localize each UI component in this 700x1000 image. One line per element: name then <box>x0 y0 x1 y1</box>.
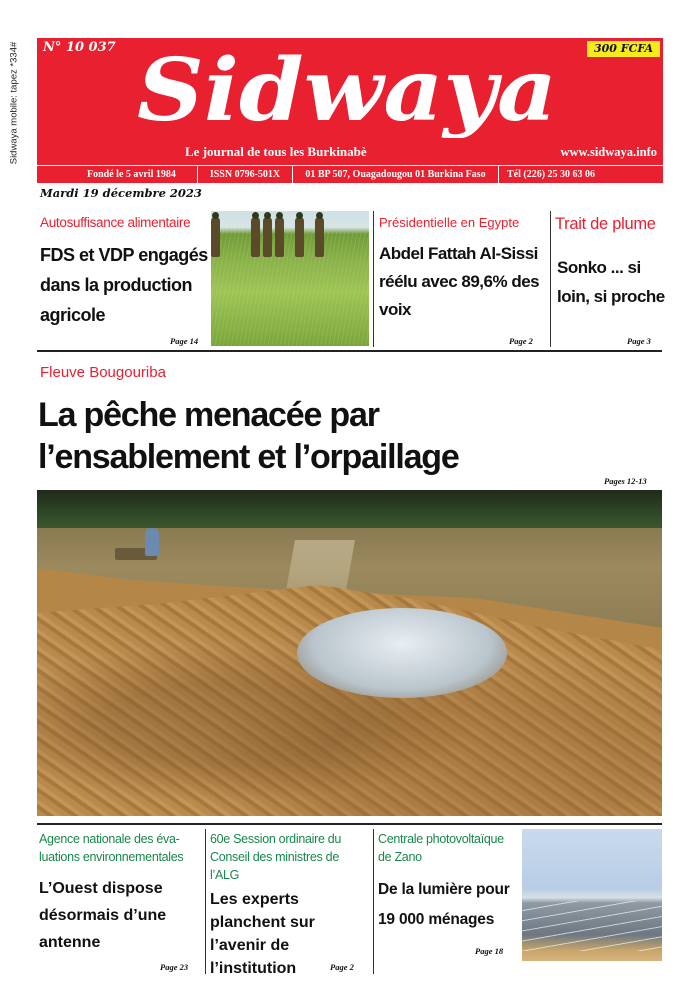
page-reference: Page 14 <box>170 336 199 346</box>
info-bar <box>37 165 663 183</box>
issn: ISSN 0796-501X <box>197 166 292 183</box>
story-kicker: Agence nationale des éva-luations environnementales <box>39 832 184 864</box>
issue-date: Mardi 19 décembre 2023 <box>40 186 202 200</box>
soldier-figure <box>295 217 304 257</box>
photo-river-mud-bank <box>37 490 662 816</box>
photo-soldiers-rice-field <box>211 211 369 346</box>
main-story-headline[interactable]: La pêche menacée par l’ensablement et l’orpaillage <box>38 396 459 476</box>
column-divider <box>205 829 206 974</box>
phone-number: Tél (226) 25 30 63 06 <box>498 166 663 183</box>
mobile-shortcode-text: Sidwaya mobile: tapez *334# <box>8 41 20 164</box>
story-headline[interactable]: De la lumière pour 19 000 ménages <box>378 881 510 928</box>
section-divider <box>37 823 662 825</box>
story-headline[interactable]: FDS et VDP engagés dans la production agricole <box>40 245 208 325</box>
story-kicker: Présidentielle en Egypte <box>379 215 520 230</box>
water-pool <box>297 608 507 698</box>
page-reference: Page 18 <box>475 946 504 956</box>
soldier-figure <box>263 217 272 257</box>
issue-number: N° 10 037 <box>43 40 116 55</box>
logo-text: Sidwaya <box>137 42 557 138</box>
column-divider <box>373 829 374 974</box>
soldier-figure <box>275 217 284 257</box>
page-reference: Page 23 <box>160 962 189 972</box>
soldier-figure <box>251 217 260 257</box>
tagline: Le journal de tous les Burkinabè <box>185 144 367 159</box>
price-badge: 300 FCFA <box>587 41 660 57</box>
masthead <box>37 38 663 183</box>
photo-solar-panels <box>522 829 662 961</box>
section-divider <box>37 350 662 352</box>
newspaper-logo <box>127 42 567 138</box>
postal-address: 01 BP 507, Ouagadougou 01 Burkina Faso <box>292 166 498 183</box>
story-kicker: 60e Session ordinaire du Conseil des ministres de l’ALG <box>210 832 342 882</box>
logo-wordmark <box>127 42 567 138</box>
founded-date: Fondé le 5 avril 1984 <box>87 169 176 180</box>
story-headline[interactable]: Sonko ... si loin, si proche <box>557 258 665 306</box>
page-reference: Page 2 <box>509 336 533 346</box>
column-divider <box>550 211 551 347</box>
rice-texture <box>211 211 369 346</box>
page-reference: Page 3 <box>627 336 651 346</box>
story-kicker: Centrale photovoltaïque de Zano <box>378 832 504 864</box>
main-story-kicker: Fleuve Bougouriba <box>40 364 166 381</box>
website-link[interactable]: www.sidwaya.info <box>560 145 657 159</box>
soldier-figure <box>315 217 324 257</box>
mobile-shortcode-note <box>4 40 24 165</box>
story-kicker: Autosuffisance alimentaire <box>40 215 191 230</box>
story-headline[interactable]: Abdel Fattah Al-Sissi réélu avec 89,6% des voix <box>379 244 540 319</box>
story-headline[interactable]: Les experts planchent sur l’avenir de l’institution <box>210 891 315 977</box>
story-headline[interactable]: L’Ouest dispose désormais d’une antenne <box>39 880 167 951</box>
page-reference: Page 2 <box>330 962 354 972</box>
story-kicker: Trait de plume <box>555 215 656 233</box>
page-reference: Pages 12-13 <box>604 476 647 486</box>
column-divider <box>373 211 374 347</box>
solar-panel-rows <box>522 901 662 951</box>
soldier-figure <box>211 217 220 257</box>
fisherman <box>145 528 159 556</box>
